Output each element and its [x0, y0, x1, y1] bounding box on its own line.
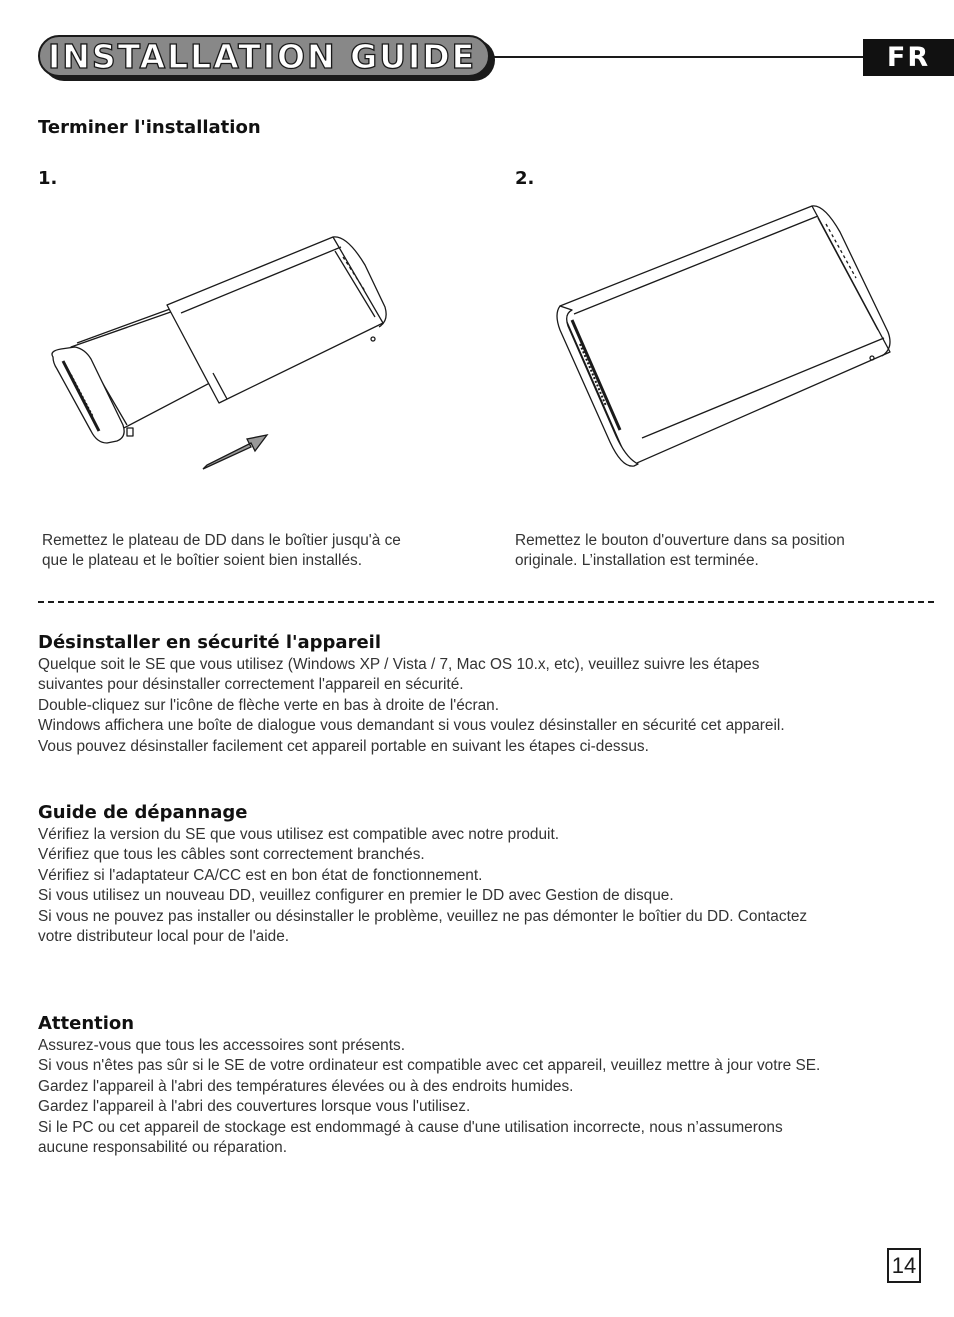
troubleshoot-text	[38, 825, 807, 947]
text-line: originale. L’installation est terminée.	[515, 552, 759, 570]
text-line: votre distributeur local pour de l'aide.	[38, 928, 290, 946]
text-line: Si vous utilisez un nouveau DD, veuillez configurer en premier le DD avec Gestion de disque.	[38, 887, 674, 905]
page-title: INSTALLATION GUIDE	[48, 37, 477, 76]
section-title-troubleshoot: Guide de dépannage	[38, 802, 248, 823]
text-line: Vérifiez que tous les câbles sont correctement branchés.	[38, 846, 425, 864]
text-line: Vérifiez si l'adaptateur CA/CC est en bon état de fonctionnement.	[38, 866, 483, 884]
section-title-uninstall: Désinstaller en sécurité l'appareil	[38, 632, 381, 653]
text-line: suivantes pour désinstaller correctement l'appareil en sécurité.	[38, 676, 464, 694]
attention-text	[38, 1036, 820, 1158]
header-rule	[490, 56, 865, 58]
text-line: Si le PC ou cet appareil de stockage est endommagé à cause d'une utilisation incorrecte, nous n’assumerons	[38, 1118, 783, 1136]
step-2-description	[515, 531, 845, 572]
text-line: Windows affichera une boîte de dialogue vous demandant si vous voulez désinstaller en sécurité cet appareil.	[38, 717, 785, 735]
text-line: que le plateau et le boîtier soient bien installés.	[42, 552, 362, 570]
text-line: aucune responsabilité ou réparation.	[38, 1139, 287, 1157]
text-line: Remettez le bouton d'ouverture dans sa position	[515, 532, 845, 549]
insert-arrow-icon	[203, 435, 267, 469]
step-1-description	[42, 531, 401, 572]
section-title-attention: Attention	[38, 1013, 135, 1034]
text-line: Gardez l'appareil à l'abri des couvertures lorsque vous l'utilisez.	[38, 1098, 471, 1116]
language-badge: FR	[863, 39, 954, 76]
tray-insert-illustration	[35, 225, 395, 485]
text-line: Assurez-vous que tous les accessoires sont présents.	[38, 1037, 405, 1054]
step-2-number: 2.	[515, 168, 535, 189]
step-1-number: 1.	[38, 168, 58, 189]
text-line: Remettez le plateau de DD dans le boîtier jusqu'à ce	[42, 532, 401, 549]
text-line: Vérifiez la version du SE que vous utilisez est compatible avec notre produit.	[38, 826, 559, 843]
section-title-finish: Terminer l'installation	[38, 117, 261, 138]
text-line: Si vous n'êtes pas sûr si le SE de votre ordinateur est compatible avec cet appareil, veuillez mettre à jour votre SE.	[38, 1057, 821, 1075]
uninstall-text	[38, 655, 785, 757]
text-line: Gardez l'appareil à l'abri des températures élevées ou à des endroits humides.	[38, 1077, 574, 1095]
text-line: Quelque soit le SE que vous utilisez (Windows XP / Vista / 7, Mac OS 10.x, etc), veuillez suivre les étapes	[38, 656, 760, 673]
text-line: Vous pouvez désinstaller facilement cet appareil portable en suivant les étapes ci-dessus.	[38, 737, 649, 755]
section-divider	[38, 601, 934, 603]
page-number: 14	[887, 1248, 921, 1283]
enclosure-closed-illustration	[550, 202, 900, 477]
text-line: Double-cliquez sur l'icône de flèche verte en bas à droite de l'écran.	[38, 696, 500, 714]
text-line: Si vous ne pouvez pas installer ou désinstaller le problème, veuillez ne pas démonter le boîtier du DD. Contactez	[38, 907, 808, 925]
